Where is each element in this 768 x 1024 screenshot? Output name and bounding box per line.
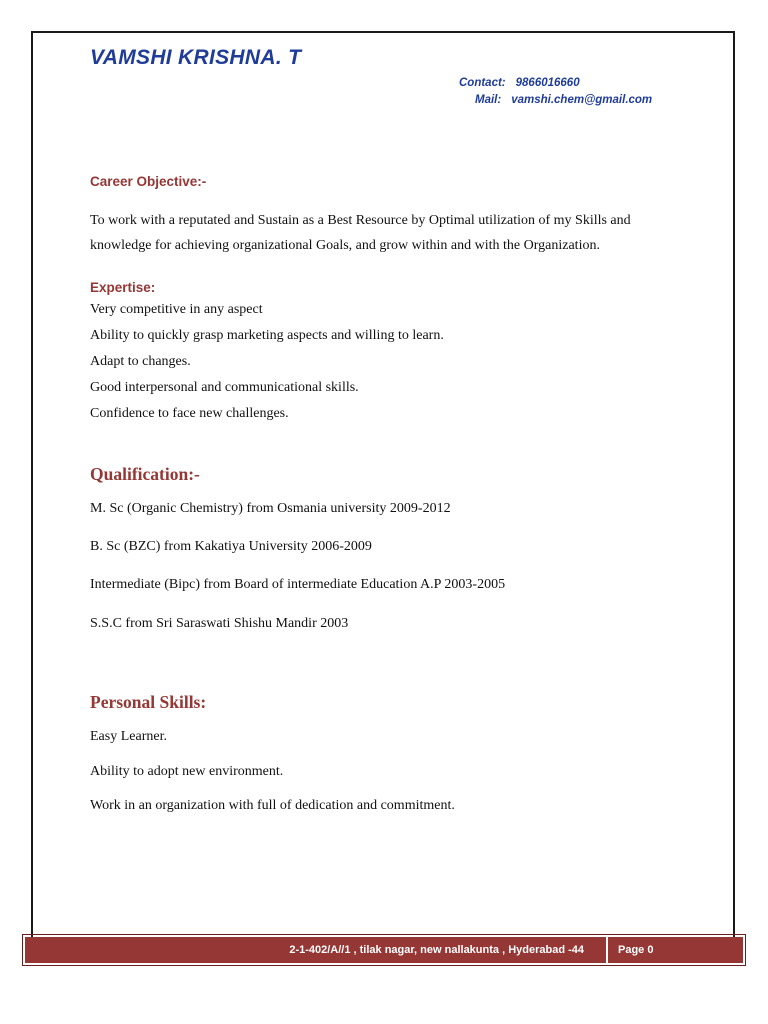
candidate-name: VAMSHI KRISHNA. T bbox=[90, 46, 302, 69]
contact-email bbox=[475, 94, 652, 106]
personal-skills-item: Work in an organization with full of dedication and commitment. bbox=[90, 798, 455, 813]
qualification-item: Intermediate (Bipc) from Board of intermediate Education A.P 2003-2005 bbox=[90, 577, 506, 592]
footer-address: 2-1-402/A//1 , tilak nagar, new nallakunta , Hyderabad -44 bbox=[25, 937, 608, 963]
expertise-item: Ability to quickly grasp marketing aspects and willing to learn. bbox=[90, 328, 444, 343]
expertise-item: Confidence to face new challenges. bbox=[90, 406, 289, 421]
expertise-item: Very competitive in any aspect bbox=[90, 302, 263, 317]
mail-label: Mail: bbox=[475, 94, 502, 106]
contact-label: Contact: bbox=[459, 77, 506, 89]
qualification-item: M. Sc (Organic Chemistry) from Osmania university 2009-2012 bbox=[90, 501, 451, 516]
expertise-heading: Expertise: bbox=[90, 280, 156, 295]
personal-skills-item: Easy Learner. bbox=[90, 729, 167, 744]
page-footer bbox=[22, 934, 746, 966]
expertise-item: Adapt to changes. bbox=[90, 354, 191, 369]
footer-bar bbox=[25, 937, 743, 963]
qualification-heading: Qualification:- bbox=[90, 464, 200, 484]
qualification-item: S.S.C from Sri Saraswati Shishu Mandir 2003 bbox=[90, 616, 349, 631]
career-objective-heading: Career Objective:- bbox=[90, 174, 207, 189]
contact-phone bbox=[459, 77, 580, 89]
contact-value: 9866016660 bbox=[515, 77, 580, 89]
page-number: Page 0 bbox=[618, 944, 654, 956]
personal-skills-item: Ability to adopt new environment. bbox=[90, 764, 284, 779]
qualification-item: B. Sc (BZC) from Kakatiya University 2006-2009 bbox=[90, 539, 372, 554]
page-border bbox=[31, 31, 735, 959]
personal-skills-heading: Personal Skills: bbox=[90, 692, 207, 712]
mail-value: vamshi.chem@gmail.com bbox=[511, 94, 653, 106]
career-objective-text: To work with a reputated and Sustain as a Best Resource by Optimal utilization of my Skills and knowledge for achieving organizational Goals, and grow within and with the Organization. bbox=[90, 213, 631, 253]
expertise-item: Good interpersonal and communicational skills. bbox=[90, 380, 359, 395]
